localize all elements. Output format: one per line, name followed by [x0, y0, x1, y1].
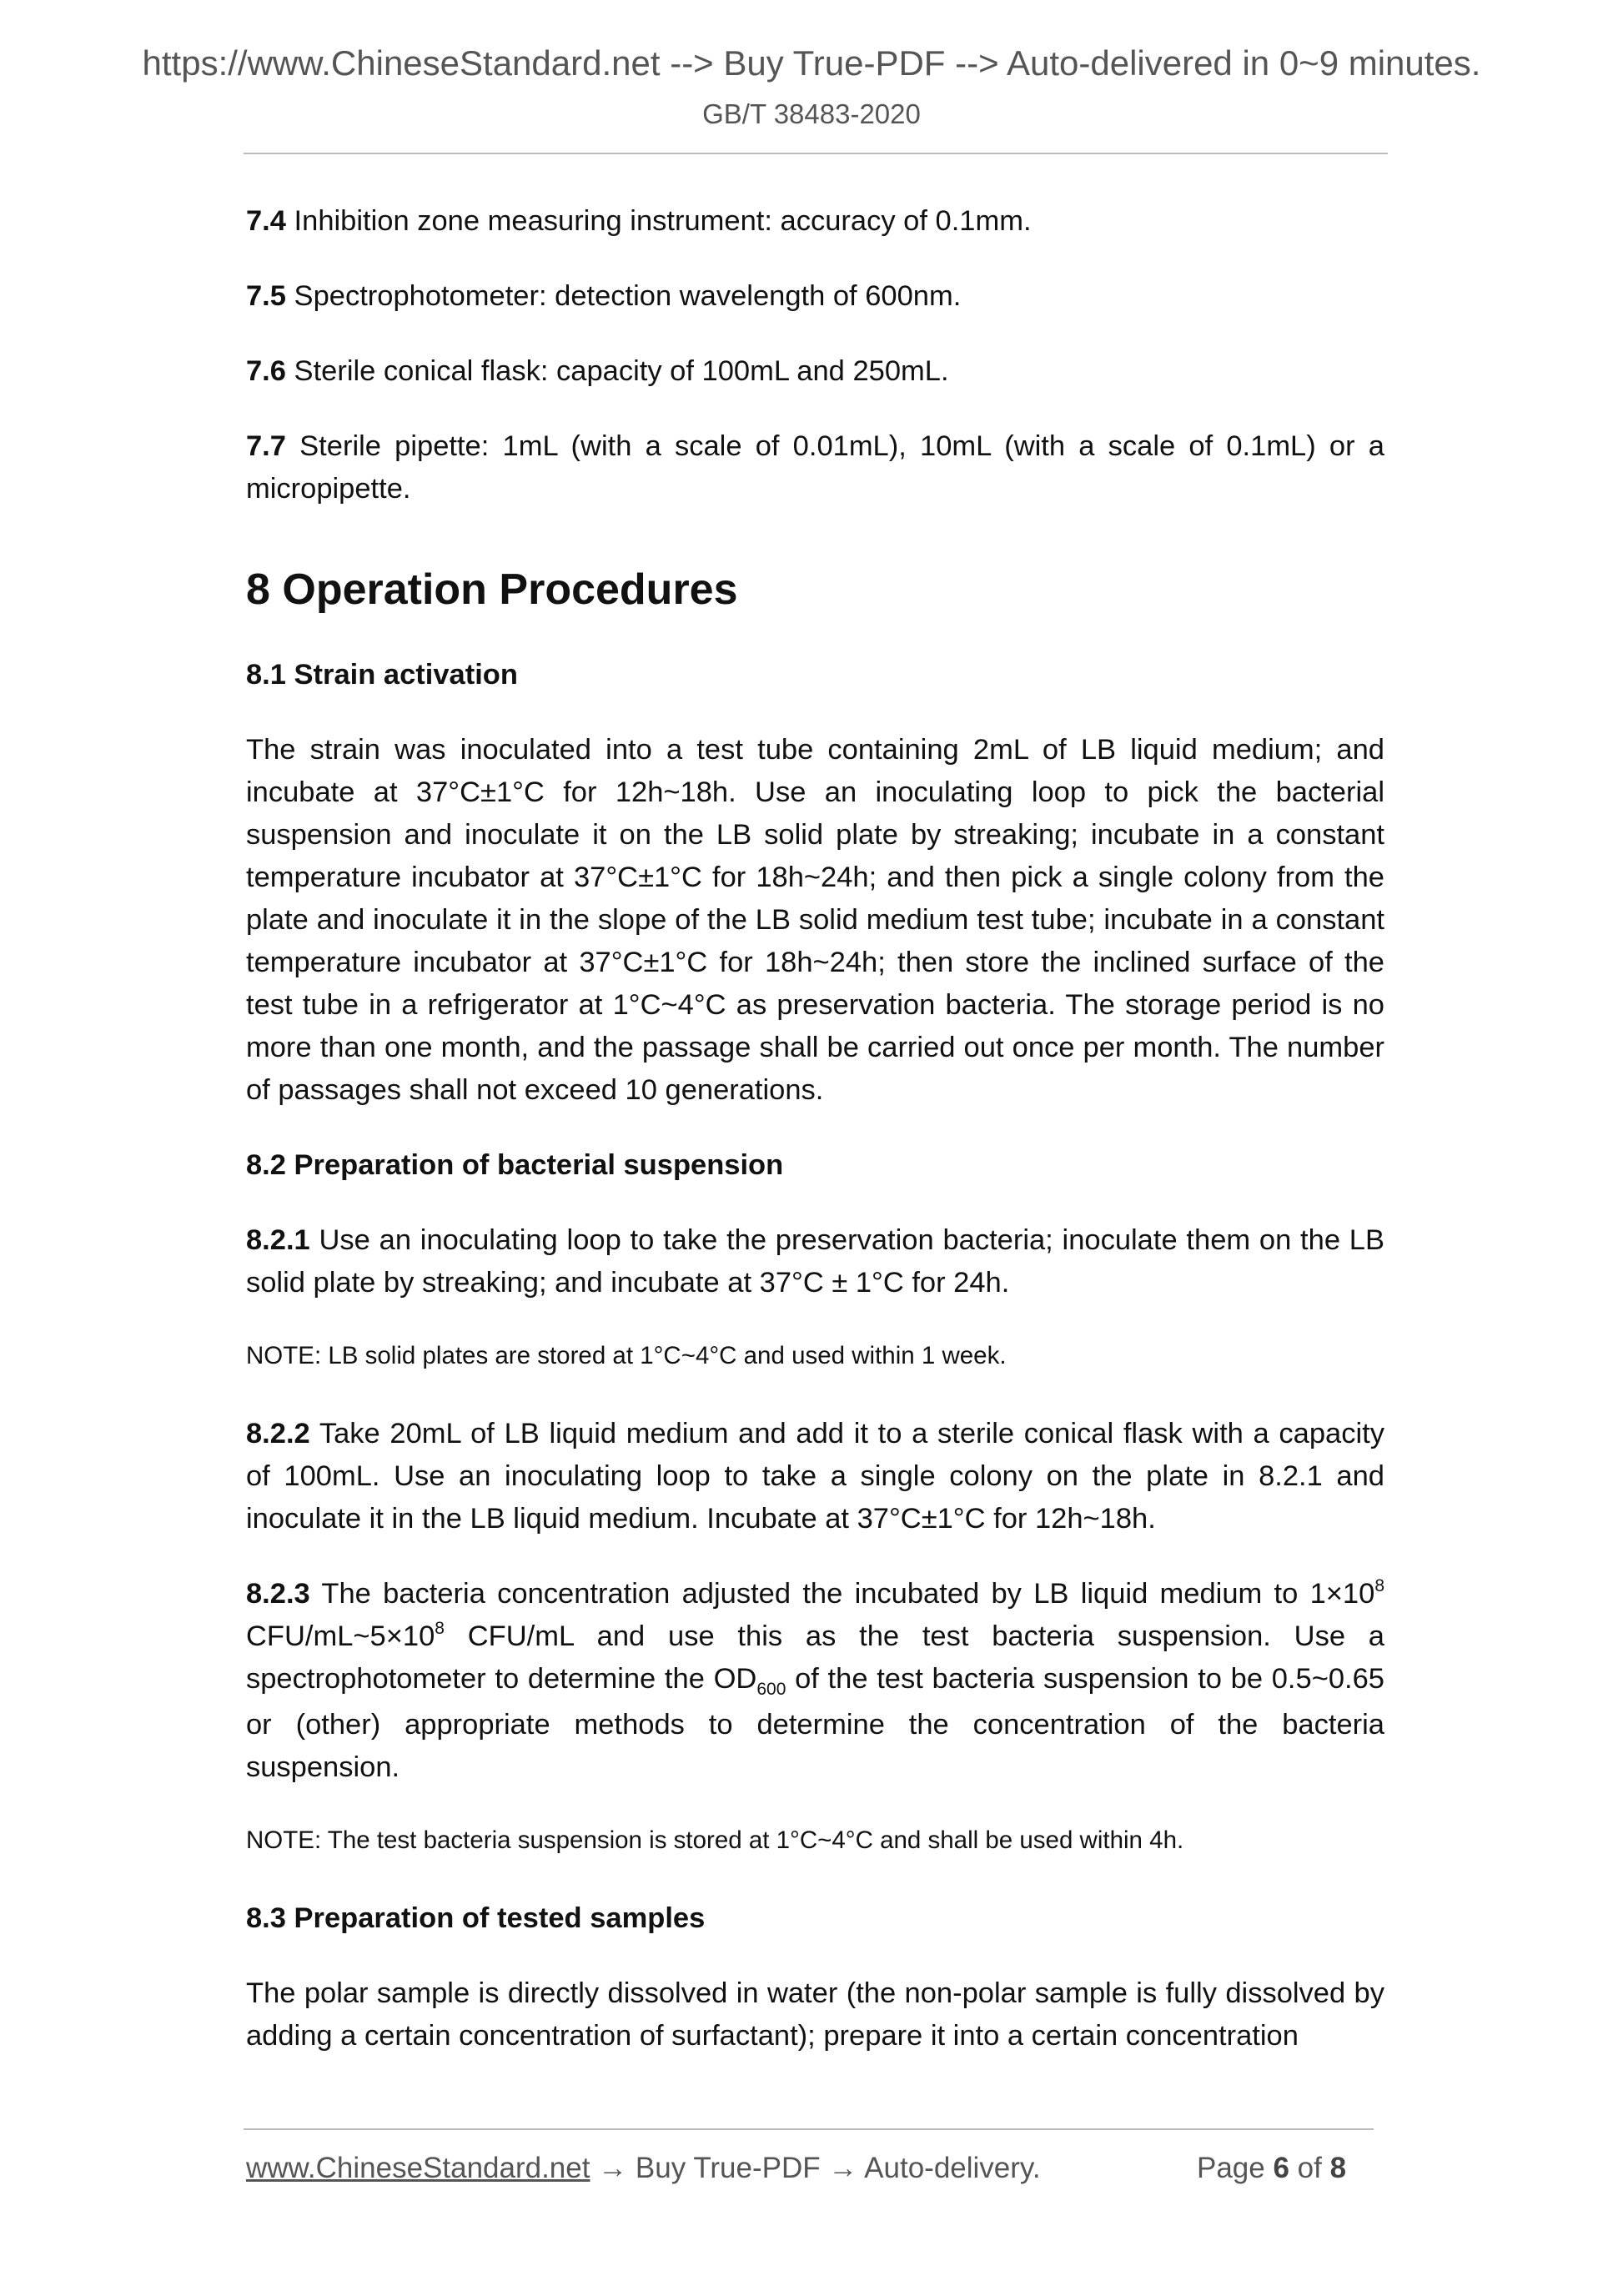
footer-promo-text: → Buy True-PDF → Auto-delivery.: [590, 2152, 1041, 2184]
clause-number: 7.6: [246, 355, 286, 387]
clause-7-7: [246, 425, 1384, 510]
subsection-8-1-text: The strain was inoculated into a test tube containing 2mL of LB liquid medium; and incubate at 37°C±1°C for 12h~18h. Use an inoculating loop to pick the bacterial suspension and inoculate it on the LB solid plate by streaking; incubate in a constant temperature incubator at 37°C±1°C for 18h~24h; and then pick a single colony from the plate and inoculate it in the slope of the LB solid medium test tube; incubate in a constant temperature incubator at 37°C±1°C for 18h~24h; then store the inclined surface of the test tube in a refrigerator at 1°C~4°C as preservation bacteria. The storage period is no more than one month, and the passage shall be carried out once per month. The number of passages shall not exceed 10 generations.: [246, 734, 1384, 1106]
clause-number: 8.2.2: [246, 1418, 310, 1449]
exponent: 8: [1374, 1576, 1384, 1595]
clause-8-2-2: [246, 1413, 1384, 1540]
clause-text: CFU/mL~5×10: [246, 1620, 435, 1652]
note-lb-plates: NOTE: LB solid plates are stored at 1°C~4°C and used within 1 week.: [246, 1342, 1007, 1369]
clause-text: Spectrophotometer: detection wavelength of 600nm.: [285, 280, 962, 312]
subsection-8-3-title: 8.3 Preparation of tested samples: [246, 1902, 706, 1934]
subsection-8-2-title: 8.2 Preparation of bacterial suspension: [246, 1149, 784, 1181]
clause-8-2-3: [246, 1573, 1384, 1789]
clause-number: 8.2.3: [246, 1578, 310, 1610]
clause-text: CFU/mL and use this as the test bacteria suspension. Use a spectrophotometer to determine the OD: [246, 1620, 1384, 1695]
footer-divider: [244, 2128, 1374, 2130]
document-body: [246, 200, 1384, 2057]
footer-promo: [246, 2152, 1041, 2185]
clause-7-5: [246, 275, 1384, 318]
footer-site-link[interactable]: www.ChineseStandard.net: [246, 2152, 590, 2184]
exponent: 8: [435, 1619, 445, 1638]
clause-text: Use an inoculating loop to take the preservation bacteria; inoculate them on the LB solid plate by streaking; and incubate at 37°C ± 1°C for 24h.: [246, 1224, 1384, 1299]
subscript: 600: [756, 1680, 786, 1699]
clause-number: 7.7: [246, 430, 286, 462]
clause-7-4: [246, 200, 1384, 243]
clause-text: Take 20mL of LB liquid medium and add it to a sterile conical flask with a capacity of 100mL. Use an inoculating loop to take a single colony on the plate in 8.2.1 and inoculate it in the LB liquid medium. Incubate at 37°C±1°C for 12h~18h.: [246, 1418, 1384, 1535]
header-url-line: https://www.ChineseStandard.net --> Buy True-PDF --> Auto-delivered in 0~9 minutes.: [142, 43, 1481, 83]
subsection-8-3-text: The polar sample is directly dissolved in water (the non-polar sample is fully dissolved by adding a certain concentration of surfactant); prepare it into a certain concentration: [246, 1977, 1384, 2052]
clause-8-2-1: [246, 1219, 1384, 1304]
clause-text: of the test bacteria suspension to be 0.5~0.65 or (other) appropriate methods to determine the concentration of the bacteria suspension.: [246, 1663, 1384, 1783]
page-number: 6: [1273, 2152, 1289, 2184]
page-indicator: [1197, 2152, 1346, 2185]
header-divider: [244, 153, 1388, 154]
section-8-title: 8 Operation Procedures: [246, 565, 738, 614]
clause-text: Sterile pipette: 1mL (with a scale of 0.01mL), 10mL (with a scale of 0.1mL) or a micropipette.: [246, 430, 1384, 505]
clause-number: 7.5: [246, 280, 286, 312]
clause-number: 7.4: [246, 205, 286, 237]
header-standard-number: GB/T 38483-2020: [702, 98, 921, 129]
page-total: 8: [1329, 2152, 1347, 2184]
page-of-label: of: [1289, 2152, 1330, 2184]
subsection-8-1-title: 8.1 Strain activation: [246, 659, 518, 691]
clause-text: Inhibition zone measuring instrument: accuracy of 0.1mm.: [285, 205, 1032, 237]
note-test-suspension: NOTE: The test bacteria suspension is stored at 1°C~4°C and shall be used within 4h.: [246, 1826, 1184, 1854]
clause-7-6: [246, 350, 1384, 393]
clause-number: 8.2.1: [246, 1224, 310, 1256]
clause-text: The bacteria concentration adjusted the incubated by LB liquid medium to 1×10: [309, 1578, 1375, 1610]
clause-text: Sterile conical flask: capacity of 100mL and 250mL.: [285, 355, 949, 387]
page-label: Page: [1197, 2152, 1274, 2184]
